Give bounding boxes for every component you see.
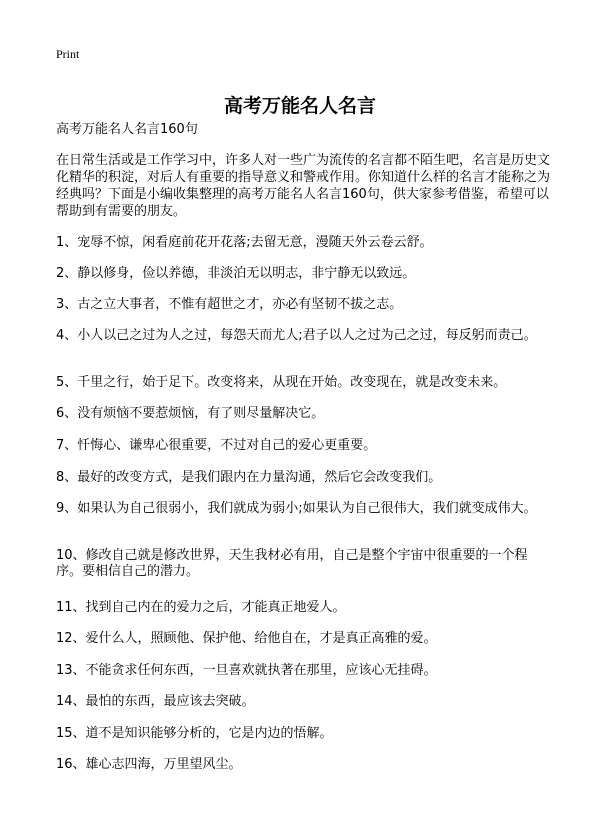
quote-item: 10、修改自己就是修改世界，天生我材必有用，自己是整个宇宙中很重要的一个程序。要相信自己的潜力。 [56, 548, 528, 579]
quote-item: 6、没有烦恼不要惹烦恼，有了则尽量解决它。 [56, 406, 325, 421]
quote-item: 15、道不是知识能够分析的，它是内边的悟解。 [56, 726, 333, 741]
quote-item: 2、静以修身，俭以养德，非淡泊无以明志，非宁静无以致远。 [56, 266, 416, 281]
quote-item: 12、爱什么人，照顾他、保护他、给他自在，才是真正高雅的爱。 [56, 631, 437, 646]
quote-item: 1、宠辱不惊，闲看庭前花开花落;去留无意，漫随天外云卷云舒。 [56, 235, 433, 250]
quote-item: 14、最怕的东西，最应该去突破。 [56, 694, 255, 709]
quote-item: 13、不能贪求任何东西，一旦喜欢就执著在那里，应该心无挂碍。 [56, 663, 437, 678]
quote-item: 16、雄心志四海，万里望风尘。 [56, 757, 242, 772]
intro-paragraph: 在日常生活或是工作学习中，许多人对一些广为流传的名言都不陌生吧，名言是历史文化精华的积淀，对后人有重要的指导意义和警戒作用。你知道什么样的名言才能称之为经典吗？下面是小编收集整理的高考万能名人名言160句，供大家参考借鉴，希望可以帮助到有需要的朋友。 [56, 153, 551, 219]
quote-item: 11、找到自己内在的爱力之后，才能真正地爱人。 [56, 600, 346, 615]
quote-item: 3、古之立大事者，不惟有超世之才，亦必有坚韧不拔之志。 [56, 297, 403, 312]
quote-item: 9、如果认为自己很弱小，我们就成为弱小;如果认为自己很伟大，我们就变成伟大。 [56, 501, 537, 516]
quote-item: 5、千里之行，始于足下。改变将来，从现在开始。改变现在，就是改变未来。 [56, 375, 507, 390]
quote-item: 8、最好的改变方式，是我们跟内在力量沟通，然后它会改变我们。 [56, 470, 442, 485]
document-subtitle: 高考万能名人名言160句 [56, 122, 198, 137]
print-label: Print [56, 47, 80, 61]
page-title: 高考万能名人名言 [223, 94, 376, 117]
quote-item: 4、小人以己之过为人之过，每怨天而尤人;君子以人之过为己之过，每反躬而责己。 [56, 328, 537, 343]
quote-item: 7、忏悔心、谦卑心很重要，不过对自己的爱心更重要。 [56, 438, 377, 453]
